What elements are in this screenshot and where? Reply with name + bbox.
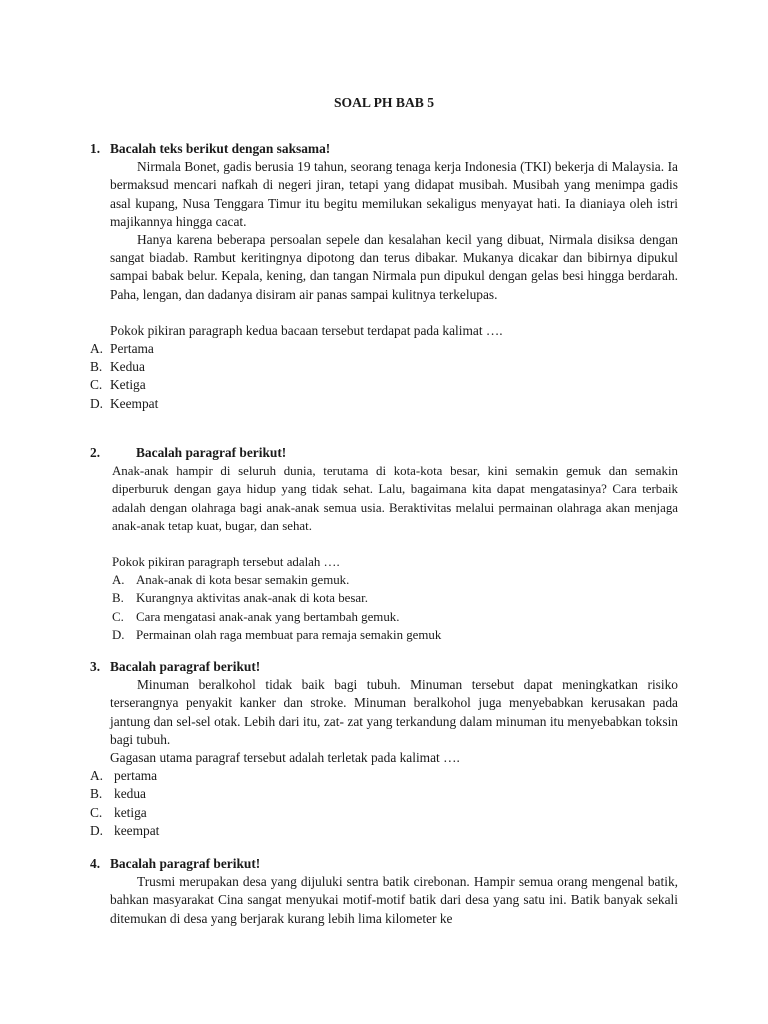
- option-c: C. Cara mengatasi anak-anak yang bertambah gemuk.: [112, 609, 400, 624]
- option-d: D. Keempat: [90, 395, 159, 411]
- option-a: A. Anak-anak di kota besar semakin gemuk.: [112, 573, 350, 588]
- option-c: C. ketiga: [90, 804, 147, 820]
- question-text: Gagasan utama paragraf tersebut adalah terletak pada kalimat ….: [110, 750, 460, 766]
- answer-options: [112, 571, 678, 644]
- question-text: Pokok pikiran paragraph tersebut adalah ….: [112, 555, 340, 570]
- question-2: [90, 444, 678, 644]
- paragraph: Hanya karena beberapa persoalan sepele dan kesalahan kecil yang dibuat, Nirmala disiksa dengan sangat biadab. Rambut keritingnya dipotong dan terus dibakar. Mukanya dicakar dan bibirnya dipukul sampai babak belur. Kepala, kening, dan tangan Nirmala pun dipukul dengan gelas besi hingga berdarah. Paha, lengan, dan dadanya disiram air panas sampai kulitnya terkelupas.: [110, 232, 678, 302]
- question-3-heading: [90, 658, 678, 676]
- question-1-heading: [90, 140, 678, 158]
- paragraph: Trusmi merupakan desa yang dijuluki sentra batik cirebonan. Hampir semua orang mengenal batik, bahkan masyarakat Cina sangat menyukai motif-motif batik dari desa yang satu ini. Batik banyak sekali ditemukan di desa yang berjarak kurang lebih lima kilometer ke: [110, 874, 678, 926]
- paragraph: Minuman beralkohol tidak baik bagi tubuh. Minuman tersebut dapat meningkatkan risiko terserangnya penyakit kanker dan stroke. Minuman beralkohol juga menyebabkan kerusakan pada jantung dan sel-sel otak. Lebih dari itu, zat- zat yang terkandung dalam minuman itu menyebabkan toksin bagi tubuh.: [110, 677, 678, 747]
- option-b: B. Kurangnya aktivitas anak-anak di kota besar.: [112, 591, 368, 606]
- question-3-body: [90, 676, 678, 767]
- option-c: C. Ketiga: [90, 377, 146, 393]
- paragraph: Anak-anak hampir di seluruh dunia, terutama di kota-kota besar, kini semakin gemuk dan semakin diperburuk dengan gaya hidup yang tidak sehat. Lalu, bagaimana kita dapat mengatasinya? Cara terbaik adalah dengan olahraga bagi anak-anak semua usia. Beraktivitas melalui permainan olahraga akan menjaga anak-anak tetap kuat, bugar, dan sehat.: [112, 464, 678, 533]
- question-1: [90, 140, 678, 413]
- question-instruction: Bacalah teks berikut dengan saksama!: [110, 141, 331, 156]
- option-d: D. Permainan olah raga membuat para remaja semakin gemuk: [112, 627, 442, 642]
- option-d: D. keempat: [90, 822, 160, 838]
- question-2-body: [90, 462, 678, 644]
- paragraph: Nirmala Bonet, gadis berusia 19 tahun, seorang tenaga kerja Indonesia (TKI) bekerja di Malaysia. Ia bermaksud mencari nafkah di negeri jiran, tetapi yang didapat musibah. Musibah yang menimpa gadis asal kupang, Nusa Tenggara Timur itu begitu memilukan sekaligus menyayat hati. Ia dianiaya oleh istri majikannya hingga cacat.: [110, 159, 678, 229]
- option-b: B. kedua: [90, 786, 146, 802]
- question-number: 3.: [90, 659, 101, 674]
- question-number: 1.: [90, 141, 101, 156]
- option-b: B. Kedua: [90, 359, 145, 375]
- page-title: SOAL PH BAB 5: [333, 95, 435, 110]
- question-instruction: Bacalah paragraf berikut!: [110, 659, 261, 674]
- question-instruction: Bacalah paragraf berikut!: [136, 445, 287, 460]
- question-3: [90, 658, 678, 840]
- question-instruction: Bacalah paragraf berikut!: [110, 856, 261, 871]
- option-a: A. pertama: [90, 768, 158, 784]
- question-number: 4.: [90, 856, 101, 871]
- question-4-heading: [90, 855, 678, 873]
- option-a: A. Pertama: [90, 341, 154, 357]
- answer-options: [90, 340, 678, 413]
- question-1-body: [90, 158, 678, 340]
- question-number: 2.: [90, 445, 101, 460]
- question-4: [90, 855, 678, 928]
- question-text: Pokok pikiran paragraph kedua bacaan tersebut terdapat pada kalimat ….: [110, 322, 503, 338]
- question-4-body: [90, 873, 678, 928]
- question-2-heading: [90, 444, 678, 462]
- answer-options: [90, 767, 678, 840]
